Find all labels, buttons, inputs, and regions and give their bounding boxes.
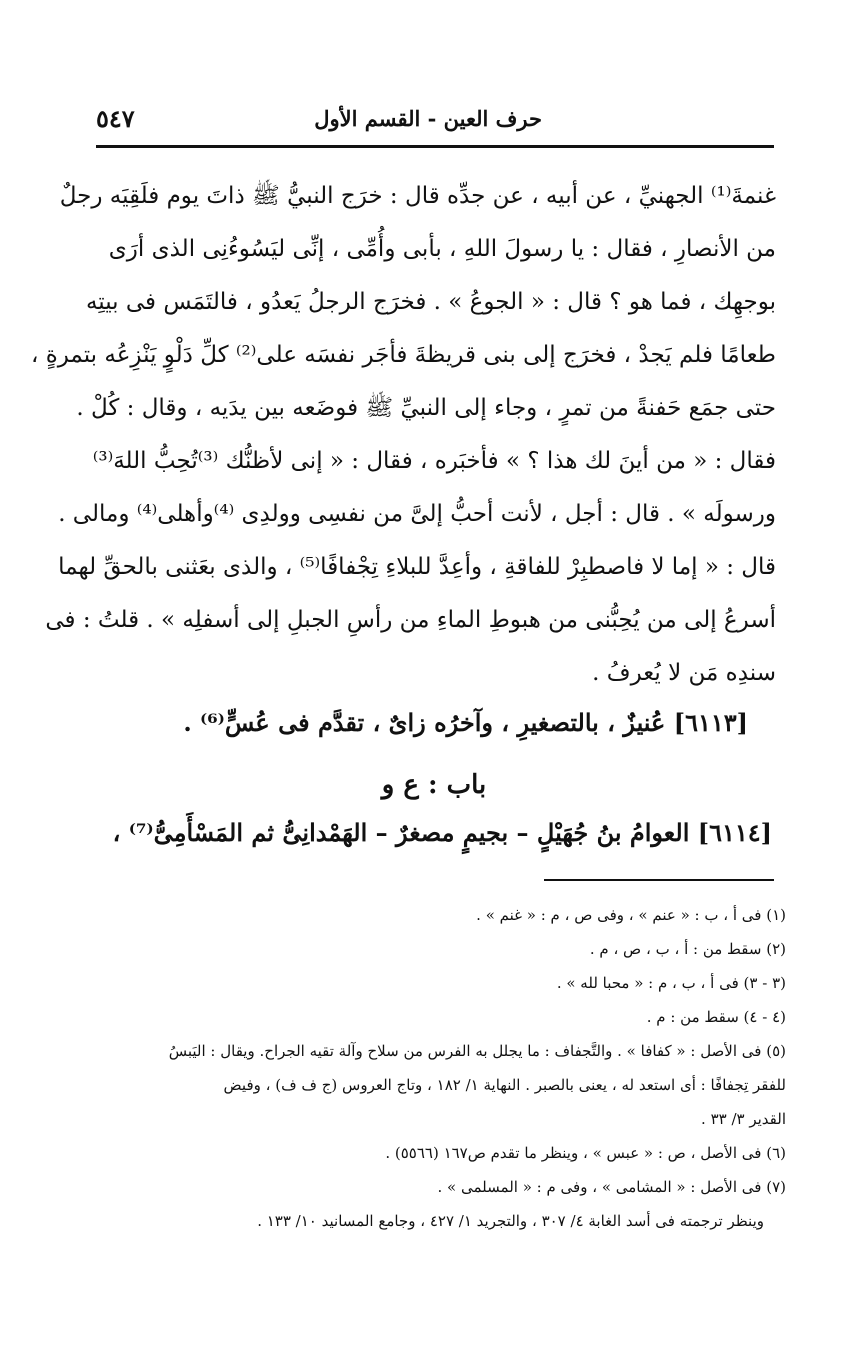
text-line: فقال : « من أينَ لك هذا ؟ » فأخبَره ، فقال : « إنى لأظنُّك ⁽³⁾تُحِبُّ اللهَ⁽³⁾: [92, 448, 776, 474]
running-header: [96, 104, 772, 144]
entry-6113: [٦١١٣] عُنيزٌ ، بالتصغيرِ ، وآخرُه زاىٌ ، تقدَّم فى عُسٍّ⁽⁶⁾ .: [183, 708, 748, 737]
footnote-continuation: وينظر ترجمته فى أسد الغابة ٤/ ٣٠٧ ، والتجريد ١/ ٤٢٧ ، وجامع المسانيد ١٠/ ١٣٣ .: [257, 1212, 764, 1230]
footnote: (٣ - ٣) فى أ ، ب ، م : « محبا لله » .: [556, 974, 786, 992]
footnote: (٥) فى الأصل : « كفافا » . والتَّجفاف : ما يجلل به الفرس من سلاح وآلة تقيه الجراح. ويقال : اليَبسُ: [168, 1042, 786, 1060]
footnote: (٤ - ٤) سقط من : م .: [646, 1008, 786, 1026]
footnote: (٧) فى الأصل : « المشامى » ، وفى م : « المسلمى » .: [437, 1178, 786, 1196]
main-text: [30, 170, 776, 700]
footnote: (١) فى أ ، ب : « عنم » ، وفى ص ، م : « غنم » .: [476, 906, 786, 924]
text-line: سندِه مَن لا يُعرفُ .: [592, 660, 776, 686]
footnotes: [96, 898, 786, 1238]
chapter-heading: باب : ع و: [381, 770, 487, 800]
header-divider: [96, 145, 774, 148]
header-title: حرف العين - القسم الأول: [314, 106, 542, 131]
text-line: طعامًا فلم يَجدْ ، فخرَج إلى بنى قريظةَ فأجَر نفسَه على⁽²⁾ كلِّ دَلْوٍ يَنْزِعُه بتمرةٍ ،: [30, 342, 776, 368]
text-line: أسرعُ إلى من يُحِبُّنى من هبوطِ الماءِ من رأسِ الجبلِ إلى أسفلِه » . قلتُ : فى: [45, 607, 776, 633]
footnote: (٦) فى الأصل ، ص : « عبس » ، وينظر ما تقدم ص١٦٧ (٥٥٦٦) .: [385, 1144, 786, 1162]
text-line: حتى جمَع حَفنةً من تمرٍ ، وجاء إلى النبيِّ ﷺ فوضَعه بين يدَيه ، وقال : كُلْ .: [76, 395, 776, 421]
text-line: غنمةَ⁽¹⁾ الجهنيِّ ، عن أبيه ، عن جدِّه قال : خرَج النبيُّ ﷺ ذاتَ يوم فلَقِيَه رجلٌ: [59, 183, 776, 209]
text-line: من الأنصارِ ، فقال : يا رسولَ اللهِ ، بأبى وأُمِّى ، إنِّى ليَسُوءُنِى الذى أرَى: [108, 236, 776, 262]
footnote-continuation: القدير ٣/ ٣٣ .: [701, 1110, 786, 1128]
footnote-divider: [544, 879, 774, 881]
entry-6114: [٦١١٤] العوامُ بنُ جُهَيْلٍ – بجيمٍ مصغرٌ – الهَمْدانِىُّ ثم المَسْأَمِىُّ⁽⁷⁾ ،: [112, 818, 772, 847]
footnote-continuation: للفقر تِجفافًا : أى استعد له ، يعنى بالصبر . النهاية ١/ ١٨٢ ، وتاج العروس (ج ف ف) ، وفيض: [223, 1076, 786, 1094]
text-line: ورسولَه » . قال : أجل ، لأنت أحبُّ إلىَّ من نفسِى وولدِى ⁽⁴⁾وأهلى⁽⁴⁾ ومالى .: [58, 501, 776, 527]
page-number: ٥٤٧: [96, 104, 135, 133]
footnote: (٢) سقط من : أ ، ب ، ص ، م .: [589, 940, 786, 958]
text-line: قال : « إما لا فاصطبِرْ للفاقةِ ، وأعِدَّ للبلاءِ تِجْفافًا⁽⁵⁾ ، والذى بعَثنى بالحقِّ لهما: [58, 554, 776, 580]
text-line: بوجهِك ، فما هو ؟ قال : « الجوعُ » . فخرَج الرجلُ يَعدُو ، فالتَمَس فى بيتِه: [85, 289, 776, 315]
